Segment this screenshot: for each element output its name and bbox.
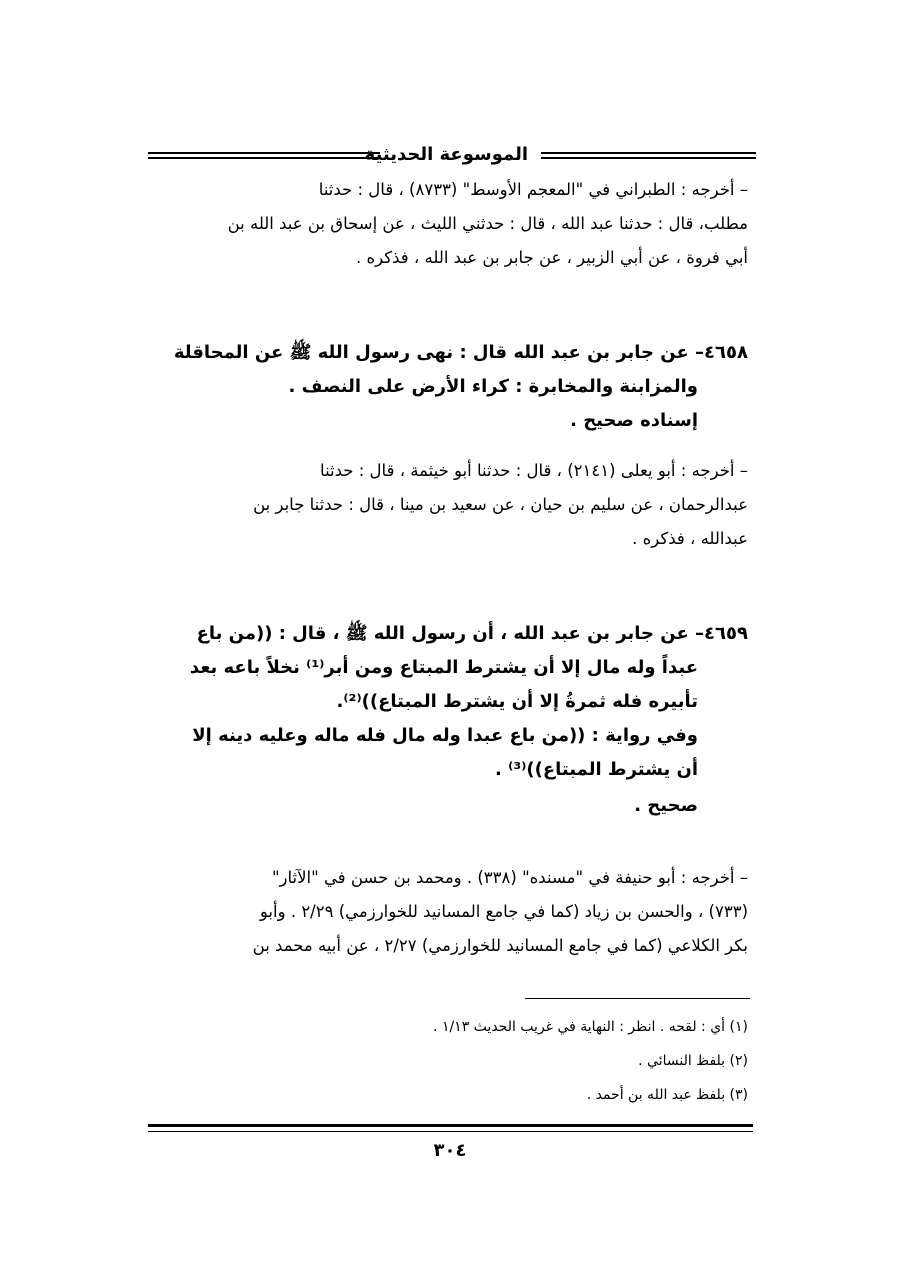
footnote-separator [525, 998, 750, 999]
footnote: (٢) بلفظ النسائي . [638, 1053, 748, 1069]
hadith-4659-takhrij [148, 866, 748, 958]
hadith-grade: صحيح . [634, 795, 698, 816]
text-line: – أخرجه : أبو يعلى (٢١٤١) ، قال : حدثنا أبو خيثمة ، قال : حدثنا [320, 461, 748, 480]
page-number: ٣٠٤ [433, 1140, 467, 1161]
hadith-4658-text [148, 341, 748, 433]
footer-rule [148, 1131, 753, 1132]
text-line: (٧٣٣) ، والحسن بن زياد (كما في جامع المسانيد للخوارزمي) ٢/٢٩ . وأبو [259, 902, 748, 921]
text-line: عبدالرحمان ، عن سليم بن حيان ، عن سعيد بن مينا ، قال : حدثنا جابر بن [253, 495, 748, 514]
footnote: (١) أي : لقحه . انظر : النهاية في غريب الحديث ١/١٣ . [433, 1019, 748, 1035]
header-title: الموسوعة الحديثية [364, 144, 528, 165]
footnote: (٣) بلفظ عبد الله بن أحمد . [586, 1087, 748, 1103]
hadith-line: تأبيره فله ثمرةُ إلا أن يشترط المبتاع))⁽²⁾. [336, 691, 698, 712]
footnotes [148, 1015, 748, 1107]
intro-takhrij [148, 178, 748, 270]
running-header [148, 143, 756, 169]
text-line: – أخرجه : أبو حنيفة في "مسنده" (٣٣٨) . ومحمد بن حسن في "الآثار" [271, 868, 748, 887]
header-rule-right [541, 152, 756, 159]
hadith-4658-takhrij [148, 459, 748, 551]
hadith-line: والمزابنة والمخابرة : كراء الأرض على النصف . [288, 376, 698, 397]
hadith-line: ٤٦٥٨– عن جابر بن عبد الله قال : نهى رسول الله ﷺ عن المحاقلة [173, 342, 748, 363]
text-line: أبي فروة ، عن أبي الزبير ، عن جابر بن عبد الله ، فذكره . [356, 248, 748, 267]
hadith-line: أن يشترط المبتاع))⁽³⁾ . [495, 759, 698, 780]
header-rule-left [148, 152, 380, 159]
text-line: مطلب، قال : حدثنا عبد الله ، قال : حدثني الليث ، عن إسحاق بن عبد الله بن [227, 214, 748, 233]
hadith-line: وفي رواية : ((من باع عبدا وله مال فله ماله وعليه دينه إلا [192, 725, 698, 746]
footer-rule [148, 1124, 753, 1127]
hadith-grade: إسناده صحيح . [570, 410, 698, 431]
text-line: بكر الكلاعي (كما في جامع المسانيد للخوارزمي) ٢/٢٧ ، عن أبيه محمد بن [252, 936, 748, 955]
hadith-line: عبداً وله مال إلا أن يشترط المبتاع ومن أبر⁽¹⁾ نخلاً باعه بعد [189, 657, 698, 678]
hadith-line: ٤٦٥٩– عن جابر بن عبد الله ، أن رسول الله ﷺ ، قال : ((من باع [196, 623, 748, 644]
text-line: – أخرجه : الطبراني في "المعجم الأوسط" (٨٧٣٣) ، قال : حدثنا [318, 180, 748, 199]
hadith-4659-text [148, 622, 748, 818]
text-line: عبدالله ، فذكره . [632, 529, 748, 548]
